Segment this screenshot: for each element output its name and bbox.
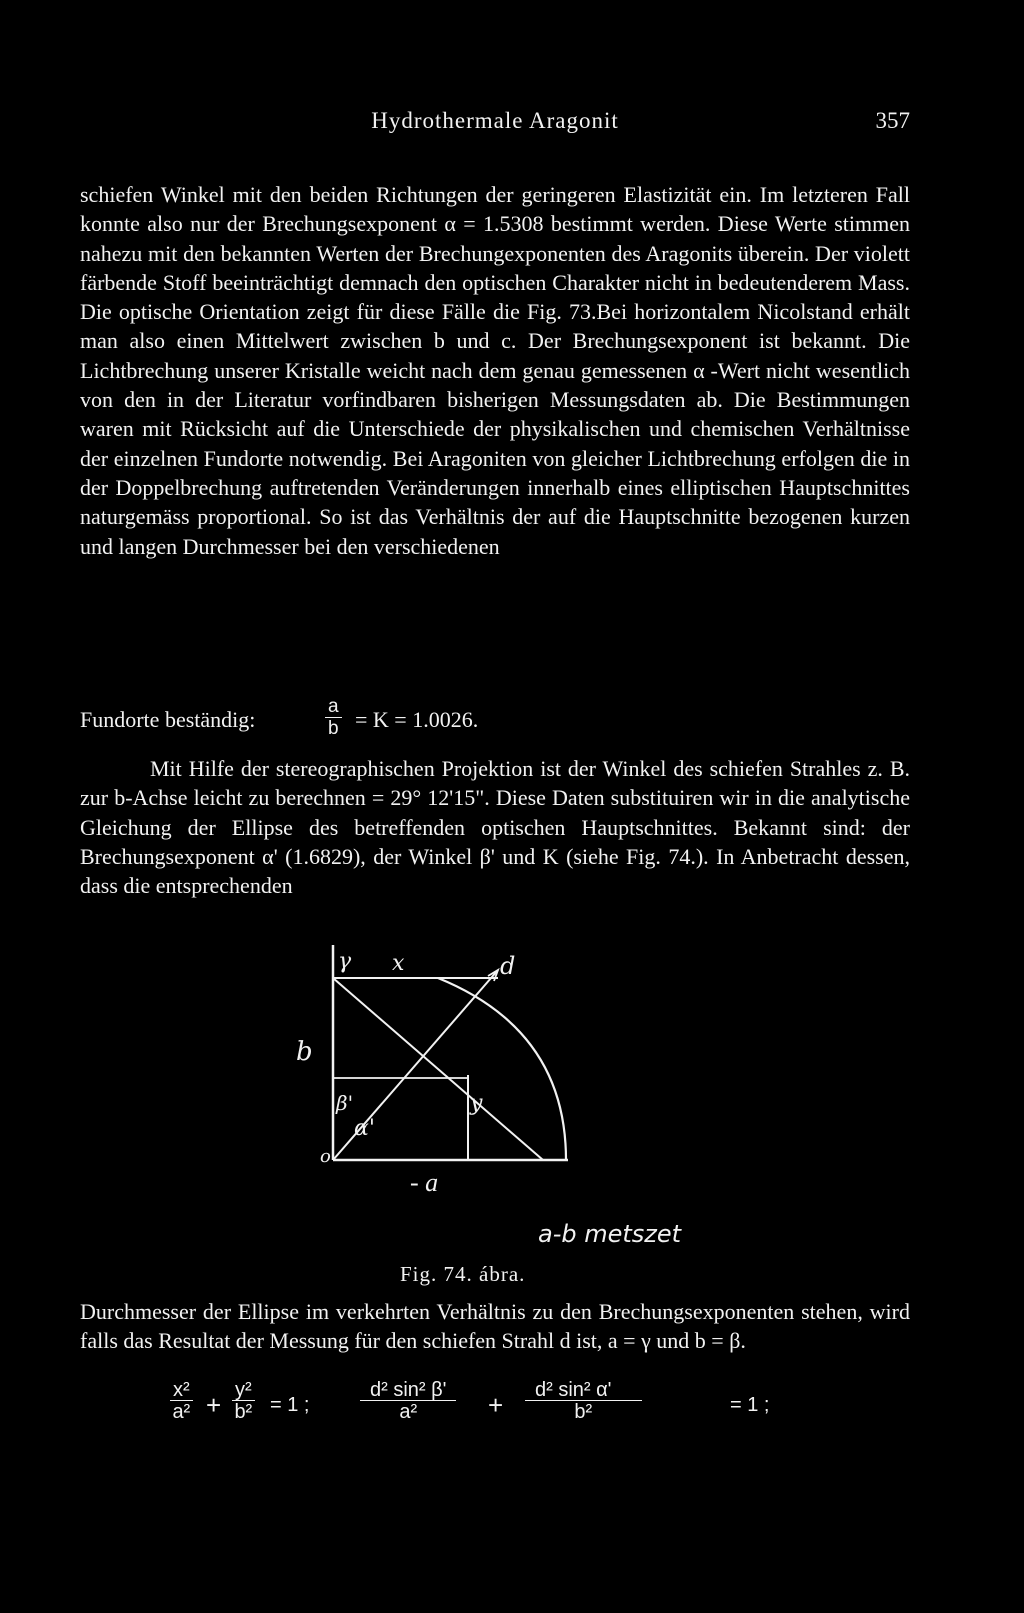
b-label: b: [296, 1037, 313, 1067]
ratio-numerator: a: [325, 697, 342, 718]
numerator: d² sin² β': [360, 1380, 456, 1401]
denominator: a²: [399, 1401, 418, 1423]
fraction-x2-a2: [170, 1380, 193, 1423]
paragraph-3: Durchmesser der Ellipse im verkehrten Verhältnis zu den Brechungsexponenten stehen, wird falls das Resultat der Messung für den schiefen Strahl d ist, a = γ und b = β.: [80, 1299, 910, 1354]
ellipse-equation: [170, 1380, 820, 1460]
ratio-formula-line: [80, 697, 910, 757]
fraction-alpha: [525, 1380, 642, 1423]
page-header: [80, 108, 910, 148]
denominator: a²: [172, 1401, 191, 1423]
numerator: y²: [232, 1380, 255, 1401]
y-label: y: [470, 1091, 483, 1116]
running-title: Hydrothermale Aragonit: [371, 108, 619, 133]
plus-sign: +: [488, 1390, 504, 1420]
x-label: x: [392, 951, 405, 976]
ratio-denominator: b: [328, 718, 339, 739]
handwritten-note: a-b metszet: [538, 1220, 682, 1248]
neg-a-label: - a: [410, 1168, 439, 1197]
figure-74: [296, 940, 608, 1167]
alpha-prime-label: α': [354, 1116, 375, 1141]
numerator: x²: [170, 1380, 193, 1401]
fundorte-text: Fundorte beständig:: [80, 707, 256, 732]
gamma-label: γ: [338, 949, 352, 974]
denominator: b²: [574, 1401, 593, 1423]
figure-caption: Fig. 74. ábra.: [400, 1262, 526, 1286]
denominator: b²: [234, 1401, 253, 1423]
paragraph-2: Mit Hilfe der stereographischen Projektion ist der Winkel des schiefen Strahles z. B. zur b-Achse leicht zu berechnen = 29° 12'15". Diese Daten substituiren wir in die analytische Gleichung der Ellipse des betreffenden optischen Hauptschnittes. Bekannt sind: der Brechungsexponent α' (1.6829), der Winkel β' und K (siehe Fig. 74.). In Anbetracht dessen, dass die entsprechenden: [80, 756, 910, 899]
paragraph-1: schiefen Winkel mit den beiden Richtungen der geringeren Elastizität ein. Im letzteren Fall konnte also nur der Brechungsexponent α = 1.5308 bestimmt werden. Diese Werte stimmen nahezu mit den bekannten Werten der Brechungexponenten des Aragonits überein. Der violett färbende Stoff beeinträchtigt demnach den optischen Charakter nicht in bedeutenderem Mass. Die optische Orientation zeigt für diese Fälle die Fig. 73.Bei horizontalem Nicolstand erhält man also einen Mittelwert zwischen b und c. Der Brechungsexponent ist bekannt. Die Lichtbrechung unserer Kristalle weicht nach dem genau gemessenen α -Wert nicht wesentlich von den in der Literatur vorfindbaren bisherigen Messungsdaten ab. Die Bestimmungen waren mit Rücksicht auf die Unterschiede der physikalischen und chemischen Verhältnisse der einzelnen Fundorte notwendig. Bei Aragoniten von gleicher Lichtbrechung erfolgen die in der Doppelbrechung auftretenden Veränderungen innerhalb eines elliptischen Hauptschnittes naturgemäss proportional. So ist das Verhältnis der auf die Hauptschnitte bezogenen kurzen und langen Durchmesser bei den verschiedenen: [80, 182, 910, 559]
plus-sign: +: [206, 1390, 222, 1420]
beta-prime-label: β': [336, 1091, 354, 1115]
fraction-y2-b2: [232, 1380, 255, 1423]
origin-label: o: [320, 1146, 331, 1167]
equals-one: = 1 ;: [730, 1394, 770, 1416]
ellipse-diagram: [296, 940, 608, 1167]
numerator: d² sin² α': [525, 1380, 642, 1401]
ratio-value: = K = 1.0026.: [355, 707, 479, 732]
fraction-beta: [360, 1380, 456, 1423]
page-number: 357: [875, 108, 910, 133]
ratio-fraction: [325, 697, 342, 740]
equals-one: = 1 ;: [270, 1394, 310, 1416]
d-label: d: [500, 952, 516, 980]
